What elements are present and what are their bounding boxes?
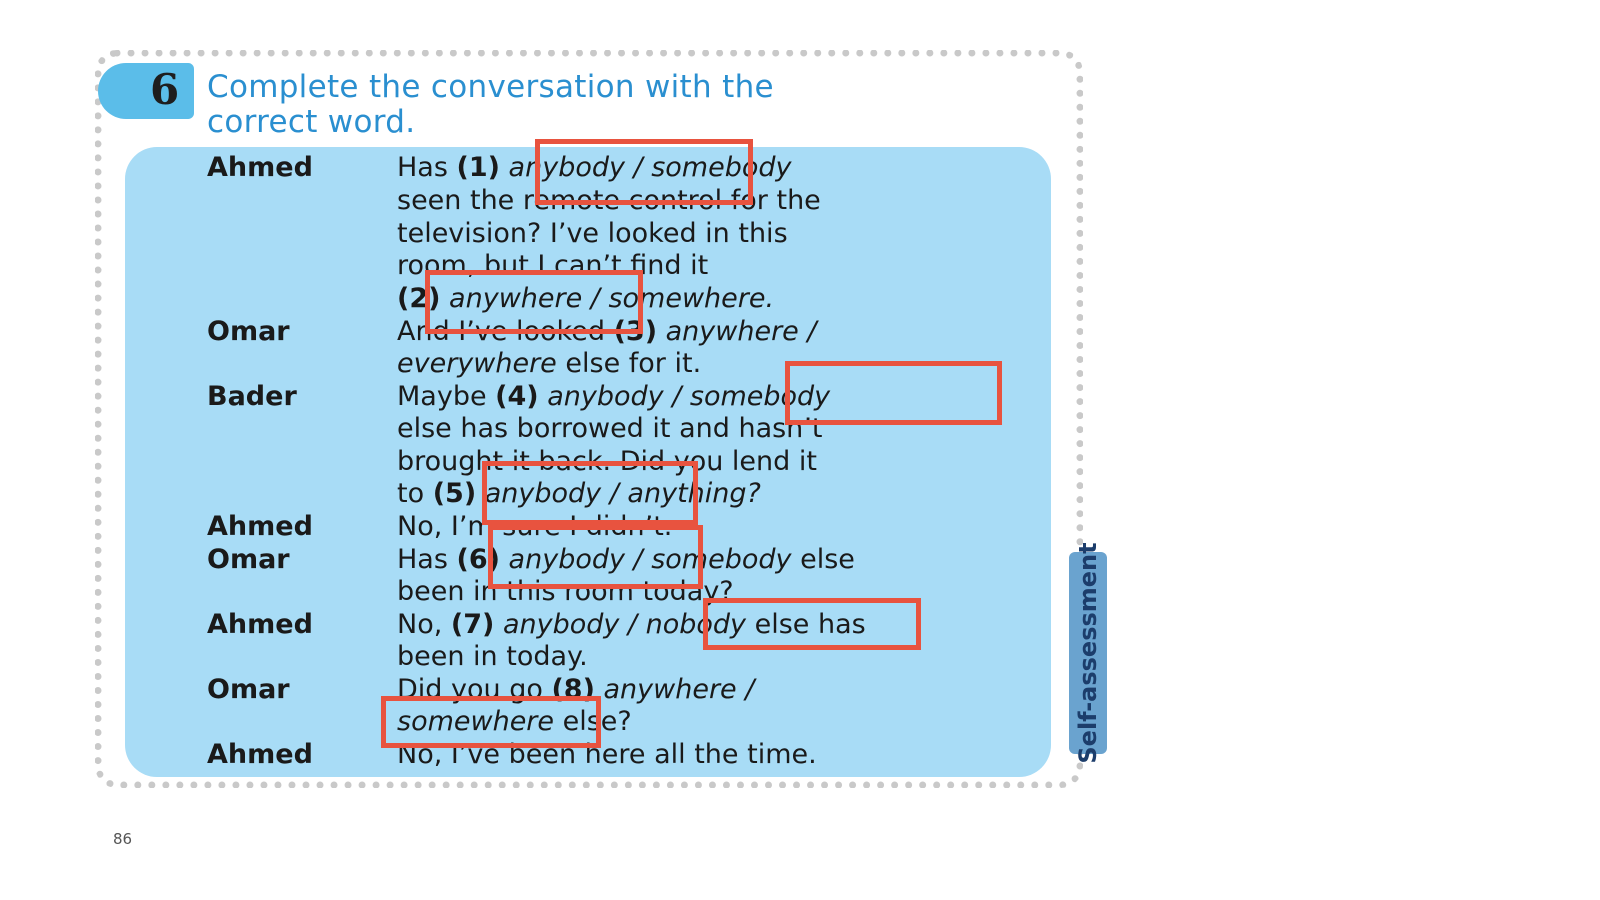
answer-highlight-box (425, 270, 643, 334)
dialogue-line: been in today. (397, 641, 588, 672)
dialogue-line: everywhere else for it. (397, 348, 702, 379)
speaker-label: Ahmed (207, 511, 313, 542)
instruction-line-1: Complete the conversation with the (207, 69, 774, 105)
dialogue-line: Has (1) anybody / somebody (397, 152, 792, 183)
answer-highlight-box (381, 696, 601, 748)
answer-highlight-box (535, 139, 753, 205)
speaker-label: Ahmed (207, 152, 313, 183)
dialogue-line: somewhere else? (397, 706, 632, 737)
speaker-label: Bader (207, 381, 297, 412)
dialogue-line: No, (7) anybody / nobody else has (397, 609, 866, 640)
answer-highlight-box (703, 598, 921, 650)
dialogue-line: Maybe (4) anybody / somebody (397, 381, 831, 412)
self-assessment-tab (1069, 542, 1107, 764)
speaker-label: Omar (207, 316, 290, 347)
dialogue-line: Did you go (8) anywhere / (397, 674, 755, 705)
exercise-number: 6 (150, 65, 180, 114)
dialogue-line: Has (6) anybody / somebody else (397, 544, 855, 575)
dialogue-line: been in this room today? (397, 576, 734, 607)
exercise-number-badge (98, 63, 194, 119)
dialogue-line: (2) anywhere / somewhere. (397, 283, 775, 314)
dialogue-line: room, but I can’t find it (397, 250, 709, 281)
exercise-instruction (207, 70, 1007, 140)
self-assessment-label: Self-assessment (1074, 542, 1102, 764)
answer-highlight-box (488, 525, 703, 589)
dialogue-line: to (5) anybody / anything? (397, 478, 761, 509)
instruction-line-2: correct word. (207, 104, 416, 140)
dialogue-line: else has borrowed it and hasn’t (397, 413, 823, 444)
answer-highlight-box (785, 361, 1002, 425)
dialogue-line: And I’ve looked (3) anywhere / (397, 316, 817, 347)
page-number: 86 (113, 830, 133, 848)
answer-highlight-box (482, 461, 698, 525)
speaker-label: Ahmed (207, 609, 313, 640)
dialogue-line: No, I’m sure I didn’t. (397, 511, 673, 542)
dialogue-line: No, I’ve been here all the time. (397, 739, 817, 770)
speaker-label: Omar (207, 544, 290, 575)
speaker-label: Ahmed (207, 739, 313, 770)
speaker-label: Omar (207, 674, 290, 705)
dialogue-line: seen the remote control for the (397, 185, 821, 216)
dialogue-line: brought it back. Did you lend it (397, 446, 817, 477)
dialogue-line: television? I’ve looked in this (397, 218, 788, 249)
